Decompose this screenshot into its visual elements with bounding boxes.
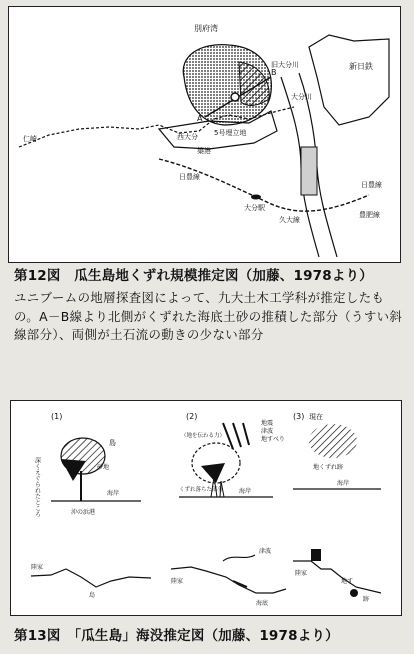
panel2-wave xyxy=(223,555,255,561)
industrial-area xyxy=(309,35,389,125)
panel2-tsunami-label: 津波 xyxy=(261,428,274,435)
kusu-line-label: 久大線 xyxy=(279,216,300,224)
diagram-drawing xyxy=(11,401,401,615)
panel2-fallen-label: くずれ落ちた部分 xyxy=(179,487,224,493)
panel3-coast-label: 海岸 xyxy=(337,480,350,487)
panel3-slide-label: 地す xyxy=(341,578,354,585)
panel1-land-label: 陸家 xyxy=(31,564,44,571)
panel1-coast-label: 海岸 xyxy=(107,490,120,497)
point-b-label: B xyxy=(271,68,277,77)
panel2-seabed-label: 海底 xyxy=(256,600,269,607)
reference-point xyxy=(231,93,239,101)
panel3-number: (3) xyxy=(293,412,305,421)
panel2-slide-label: 地すべり xyxy=(261,436,285,443)
panel3-collapse-trace xyxy=(309,424,357,458)
panel2-quake-label: 地震 xyxy=(261,420,274,427)
oita-river-label: 大分川 xyxy=(291,93,312,101)
chikko-label: 築港 xyxy=(197,147,211,155)
panel2-profile xyxy=(171,567,286,593)
map-drawing xyxy=(9,7,400,262)
figure12-map xyxy=(8,6,401,263)
river-bridge-section xyxy=(301,147,317,195)
panel3-trace-label: 地くずれ跡 xyxy=(313,464,344,471)
panel2-land-label: 陸家 xyxy=(171,578,184,585)
bay-label: 別府湾 xyxy=(194,24,218,33)
panel1-port-label: 沖の浜港 xyxy=(71,509,96,516)
figure12-caption: 第12図 瓜生島地くずれ規模推定図（加藤、1978より） xyxy=(14,268,373,284)
panel1-number: (1) xyxy=(51,412,63,421)
panel3-marker xyxy=(350,589,358,597)
panel3-building xyxy=(311,549,321,561)
panel1-scour-label: 深くえぐられたところ xyxy=(33,457,41,517)
nisaki-label: 仁崎 xyxy=(23,135,37,143)
nippo-east-label: 日豊線 xyxy=(361,181,382,189)
nishi-label: 西大分 xyxy=(177,133,198,141)
panel2-force-arrows xyxy=(223,423,249,449)
panel3-land-label: 陸家 xyxy=(295,570,308,577)
oita-station-marker xyxy=(251,195,261,200)
panel3-present-label: 現在 xyxy=(309,413,323,421)
shin-nittetsu-label: 新日鉄 xyxy=(349,62,373,71)
nippo-line-label: 日豊線 xyxy=(179,173,200,181)
panel2-coast-label: 海岸 xyxy=(239,488,252,495)
panel2-force-label: （地を伝わる力） xyxy=(181,433,226,439)
station5-label: 5号埋立地 xyxy=(214,129,247,137)
panel1-sand-label: 砂地 xyxy=(97,464,110,471)
panel1-profile xyxy=(31,569,151,587)
hohi-line-label: 豊肥線 xyxy=(359,211,380,219)
panel2-tsunami2-label: 津波 xyxy=(259,548,272,555)
oita-station-label: 大分駅 xyxy=(244,204,265,212)
panel1-island2-label: 島 xyxy=(89,592,96,599)
point-a-label: A xyxy=(197,114,203,123)
panel1-island-label: 島 xyxy=(109,439,116,447)
old-river-label: 旧大分川 xyxy=(271,61,299,69)
figure12-description: ユニブームの地層探査図によって、九大土木工学科が推定したもの。A－B線より北側がくずれた海底土砂の推積した部分（うすい斜線部分）、両側が土石流の動きの少ない部分 xyxy=(14,290,403,342)
figure13-caption: 第13図 「瓜生島」海没推定図（加藤、1978より） xyxy=(14,628,339,644)
panel3-profile xyxy=(293,561,381,593)
panel3-trace2-label: 跡 xyxy=(363,596,370,603)
figure13-diagram xyxy=(10,400,402,616)
panel2-number: (2) xyxy=(186,412,198,421)
